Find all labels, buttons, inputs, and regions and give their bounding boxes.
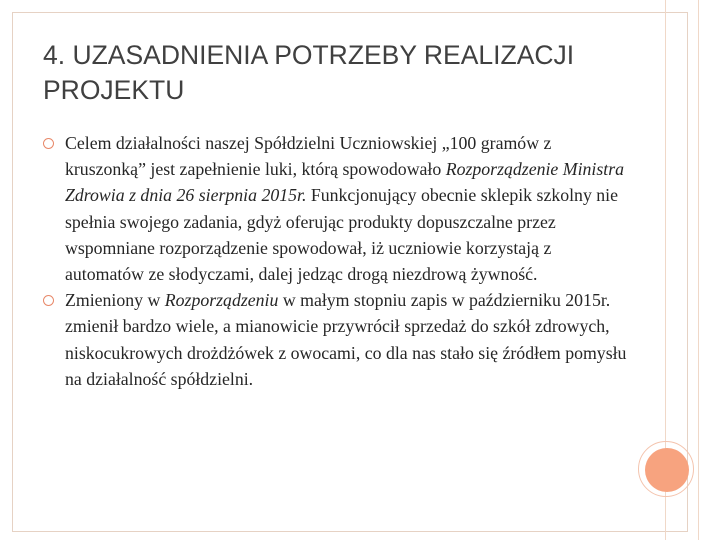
slide-content — [43, 130, 628, 392]
decorative-circle — [645, 448, 689, 492]
bullet-text-part: Zmieniony w — [65, 290, 165, 311]
bullet-text — [65, 133, 624, 284]
ring-bullet-icon — [43, 295, 54, 306]
bullet-text — [65, 290, 626, 389]
bullet-text-part: Funkcjonujący obecnie sklepik szkolny nie spełnia swojego zadania, gdyż oferując produkty dopuszczalne przez wspomniane rozporządzenie spowodował, iż uczniowie korzystają z automatów ze słodyczami, dalej jedząc drogą niezdrową żywność. — [65, 185, 619, 285]
bullet-text-italic: Rozporządzeniu — [164, 290, 279, 311]
bullet-item — [43, 130, 628, 287]
bullet-text-part: w małym stopniu zapis w październiku 2015r. zmienił bardzo wiele, a mianowicie przywrócił sprzedaż do szkół zdrowych, niskocukrowych drożdżówek z owocami, co dla nas stało się źródłem pomysłu na działalność spółdzielni. — [65, 290, 627, 389]
bullet-text-italic: Rozporządzenie Ministra Zdrowia z dnia 26 sierpnia 2015r. — [65, 159, 625, 206]
ring-bullet-icon — [43, 138, 54, 149]
bullet-text-part: Celem działalności naszej Spółdzielni Uczniowskiej „100 gramów z kruszonką” jest zapełnienie luki, którą spowodowało — [65, 133, 552, 180]
slide-title: 4. UZASADNIENIA POTRZEBY REALIZACJI PROJEKTU — [43, 40, 575, 105]
bullet-item — [43, 287, 628, 392]
